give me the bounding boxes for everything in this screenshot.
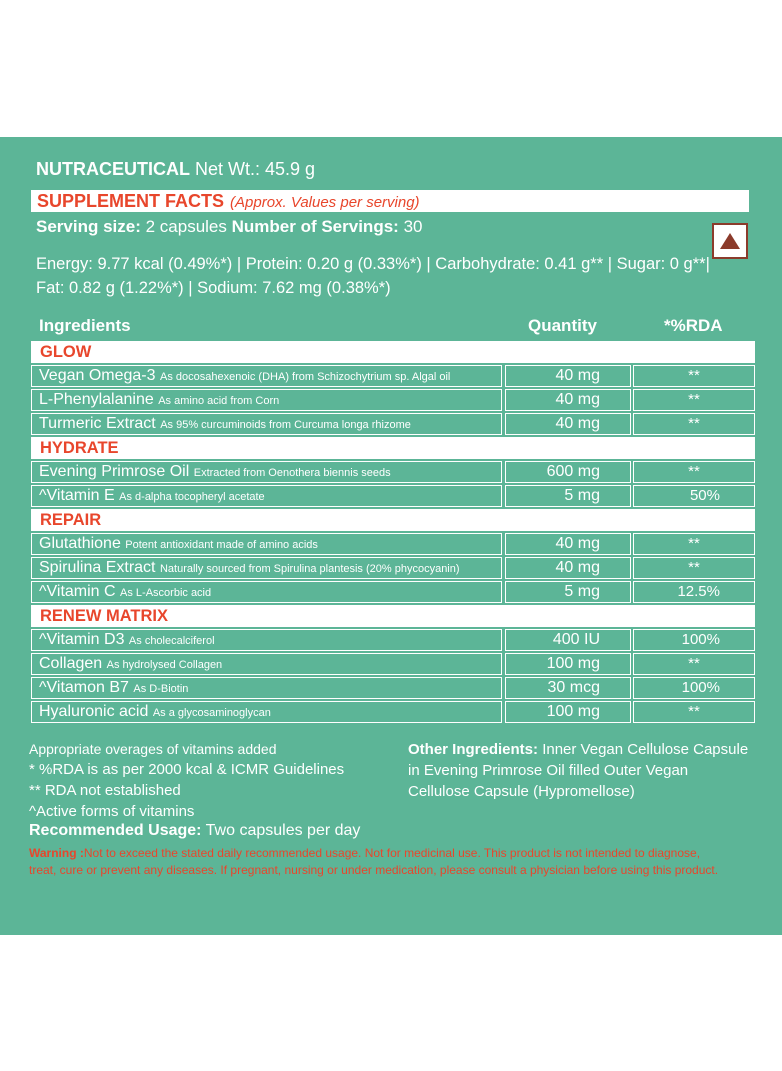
note-rda-basis: * %RDA is as per 2000 kcal & ICMR Guidelines <box>29 761 345 778</box>
ingredient-quantity: 40 mg <box>505 533 631 555</box>
ingredient-name-cell <box>31 701 502 723</box>
other-ingredients-text: Inner Vegan Cellulose Capsule in Evening Primrose Oil filled Outer Vegan Cellulose Capsule (Hypromellose) <box>408 741 749 800</box>
ingredient-row <box>31 485 755 507</box>
category-header: REPAIR <box>31 509 755 531</box>
other-ingredients <box>408 739 753 802</box>
usage-label: Recommended Usage: <box>29 822 202 839</box>
ingredient-row <box>31 461 755 483</box>
recommended-usage <box>29 822 360 840</box>
category-header: GLOW <box>31 341 755 363</box>
ingredient-name-cell <box>31 485 502 507</box>
ingredient-name-cell <box>31 533 502 555</box>
ingredient-name: Evening Primrose Oil <box>39 463 190 480</box>
servings-count-value: 30 <box>403 217 423 236</box>
serving-info <box>36 217 422 237</box>
ingredient-description: As 95% curcuminoids from Curcuma longa rhizome <box>160 419 411 431</box>
ingredient-rda: ** <box>633 533 755 555</box>
supplement-facts-subtitle: (Approx. Values per serving) <box>230 194 420 211</box>
ingredient-rda: 12.5% <box>633 581 755 603</box>
ingredient-quantity: 30 mcg <box>505 677 631 699</box>
ingredient-row <box>31 677 755 699</box>
ingredient-row <box>31 701 755 723</box>
product-title <box>36 159 315 180</box>
category-header: HYDRATE <box>31 437 755 459</box>
ingredient-quantity: 40 mg <box>505 557 631 579</box>
ingredient-quantity: 40 mg <box>505 413 631 435</box>
ingredient-quantity: 100 mg <box>505 653 631 675</box>
ingredient-name-cell <box>31 677 502 699</box>
non-veg-triangle-icon <box>712 223 748 259</box>
ingredient-quantity: 5 mg <box>505 581 631 603</box>
ingredient-description: As L-Ascorbic acid <box>120 587 212 599</box>
ingredient-description: Potent antioxidant made of amino acids <box>125 539 318 551</box>
ingredient-name-cell <box>31 653 502 675</box>
ingredient-rda: ** <box>633 653 755 675</box>
note-overages: Appropriate overages of vitamins added <box>29 741 277 757</box>
ingredient-rda: ** <box>633 389 755 411</box>
ingredient-rda: ** <box>633 413 755 435</box>
supplement-facts-title: SUPPLEMENT FACTS <box>37 191 225 211</box>
note-rda-not-established: ** RDA not established <box>29 782 181 799</box>
ingredient-name: Hyaluronic acid <box>39 703 149 720</box>
ingredient-description: As docosahexenoic (DHA) from Schizochytrium sp. Algal oil <box>159 371 451 383</box>
ingredient-row <box>31 653 755 675</box>
ingredient-row <box>31 365 755 387</box>
nutrition-summary: Energy: 9.77 kcal (0.49%*) | Protein: 0.20 g (0.33%*) | Carbohydrate: 0.41 g** | Sugar: 0 g**| Fat: 0.82 g (1.22%*) | Sodium: 7.62 mg (0.38%*) <box>36 255 710 297</box>
warning-text <box>29 845 729 879</box>
supplement-facts-bar <box>31 190 749 212</box>
ingredient-name: Spirulina Extract <box>39 559 156 576</box>
ingredient-rda: ** <box>633 701 755 723</box>
ingredient-quantity: 40 mg <box>505 365 631 387</box>
ingredient-description: Extracted from Oenothera biennis seeds <box>193 467 391 479</box>
ingredient-name-cell <box>31 557 502 579</box>
ingredient-row <box>31 629 755 651</box>
ingredient-description: As a glycosaminoglycan <box>152 707 271 719</box>
servings-count-label: Number of Servings: <box>231 217 399 236</box>
ingredient-name: Glutathione <box>39 535 121 552</box>
category-header: RENEW MATRIX <box>31 605 755 627</box>
ingredient-rda: 100% <box>633 629 755 651</box>
ingredient-row <box>31 533 755 555</box>
ingredient-name: ^Vitamon B7 <box>39 679 129 696</box>
warning-body: Not to exceed the stated daily recommended usage. Not for medicinal use. This product is not intended to diagnose, treat, cure or prevent any diseases. If pregnant, nursing or under medication, please consult a physician before using this product. <box>29 846 719 877</box>
ingredient-quantity: 100 mg <box>505 701 631 723</box>
ingredient-quantity: 5 mg <box>505 485 631 507</box>
ingredient-name: Collagen <box>39 655 103 672</box>
ingredient-name-cell <box>31 461 502 483</box>
note-active-forms: ^Active forms of vitamins <box>29 803 195 820</box>
ingredient-description: As amino acid from Corn <box>158 395 280 407</box>
warning-label: Warning : <box>29 846 84 860</box>
ingredient-description: As d-alpha tocopheryl acetate <box>119 491 265 503</box>
label-panel <box>0 137 782 935</box>
ingredient-name-cell <box>31 365 502 387</box>
ingredient-rda: ** <box>633 365 755 387</box>
col-header-ingredients: Ingredients <box>39 316 131 335</box>
ingredient-description: As D-Biotin <box>133 683 189 695</box>
ingredient-name: L-Phenylalanine <box>39 391 154 408</box>
serving-size-label: Serving size: <box>36 217 141 236</box>
col-header-rda: *%RDA <box>664 316 723 335</box>
ingredient-name-cell <box>31 413 502 435</box>
ingredients-table <box>31 341 755 725</box>
ingredient-quantity: 400 IU <box>505 629 631 651</box>
usage-text: Two capsules per day <box>205 822 361 839</box>
brand-name: NUTRACEUTICAL <box>36 159 190 179</box>
ingredient-name: ^Vitamin D3 <box>39 631 125 648</box>
serving-size-value: 2 capsules <box>145 217 227 236</box>
ingredient-description: As cholecalciferol <box>128 635 215 647</box>
ingredient-row <box>31 557 755 579</box>
ingredient-rda: ** <box>633 557 755 579</box>
ingredient-name: Turmeric Extract <box>39 415 156 432</box>
ingredient-name: ^Vitamin C <box>39 583 116 600</box>
other-ingredients-label: Other Ingredients: <box>408 741 539 758</box>
ingredient-name: ^Vitamin E <box>39 487 115 504</box>
ingredient-rda: ** <box>633 461 755 483</box>
ingredient-quantity: 600 mg <box>505 461 631 483</box>
ingredient-rda: 50% <box>633 485 755 507</box>
ingredient-name: Vegan Omega-3 <box>39 367 156 384</box>
ingredient-name-cell <box>31 581 502 603</box>
ingredient-quantity: 40 mg <box>505 389 631 411</box>
ingredient-rda: 100% <box>633 677 755 699</box>
ingredient-row <box>31 389 755 411</box>
ingredient-row <box>31 581 755 603</box>
ingredient-name-cell <box>31 389 502 411</box>
col-header-quantity: Quantity <box>528 316 597 335</box>
net-weight: Net Wt.: 45.9 g <box>195 159 316 179</box>
ingredient-description: Naturally sourced from Spirulina plantesis (20% phycocyanin) <box>159 563 460 575</box>
ingredient-name-cell <box>31 629 502 651</box>
ingredient-row <box>31 413 755 435</box>
ingredient-description: As hydrolysed Collagen <box>106 659 223 671</box>
